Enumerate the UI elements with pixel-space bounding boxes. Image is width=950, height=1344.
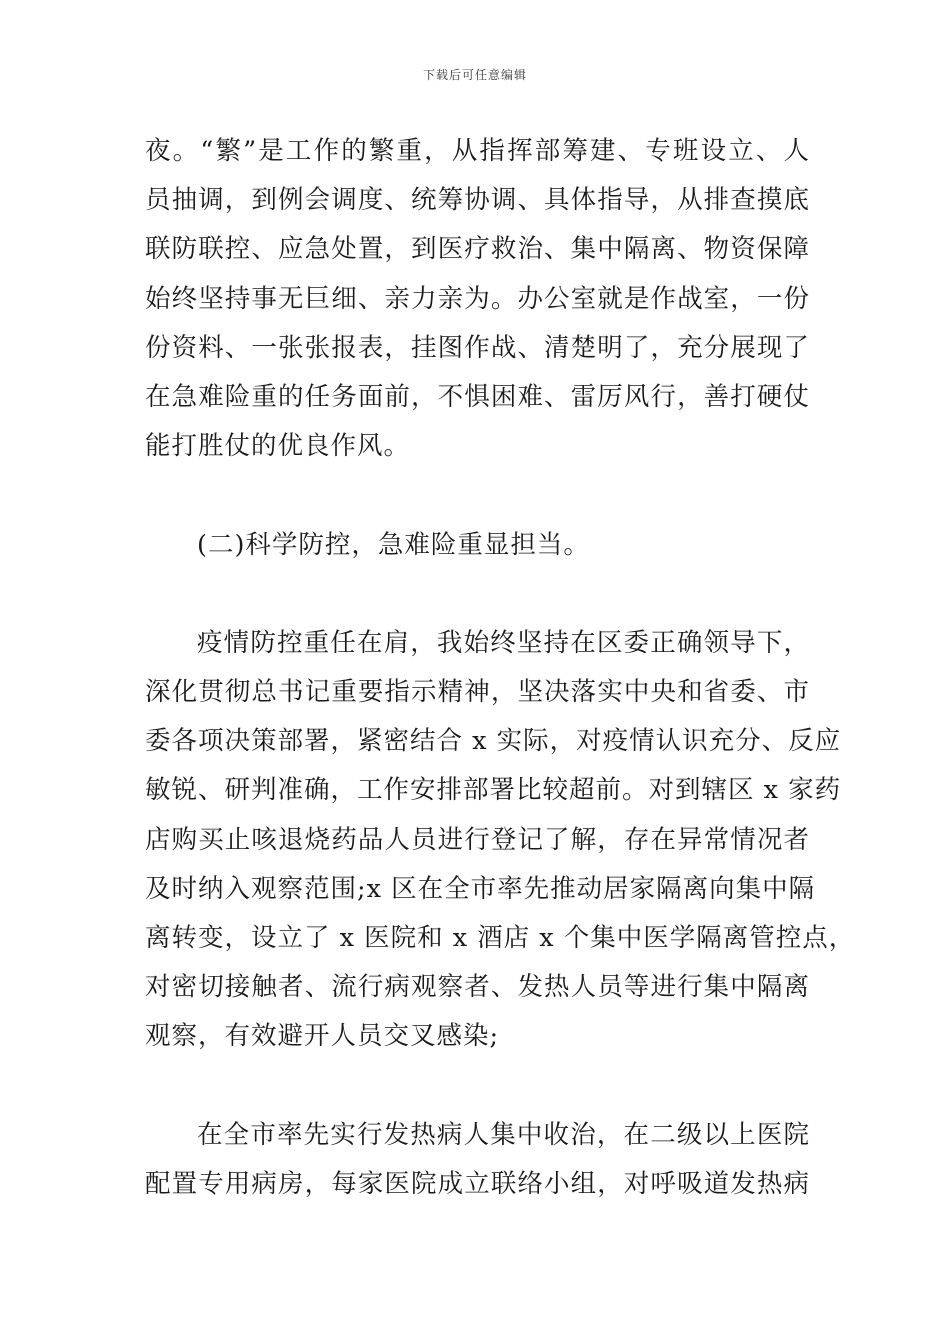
paragraph-line: 夜。“繁”是工作的繁重，从指挥部筹建、专班设立、人 <box>145 136 810 166</box>
paragraph-1 <box>145 127 810 471</box>
paragraph-line: 对密切接触者、流行病观察者、发热人员等进行集中隔离 <box>145 972 810 1003</box>
paragraph-2 <box>145 619 856 1062</box>
paragraph-line: 疫情防控重任在肩，我始终坚持在区委正确领导下， <box>197 627 810 658</box>
paragraph-line: 联防联控、应急处置，到医疗救治、集中隔离、物资保障 <box>145 234 810 265</box>
paragraph-line: 离转变，设立了 x 医院和 x 酒店 x 个集中医学隔离管控点， <box>145 923 856 953</box>
paragraph-line: 配置专用病房，每家医院成立联络小组，对呼吸道发热病 <box>145 1168 810 1199</box>
paragraph-line: 观察，有效避开人员交叉感染; <box>145 1021 500 1052</box>
paragraph-line: 员抽调，到例会调度、统筹协调、具体指导，从排查摸底 <box>145 185 810 216</box>
paragraph-line: 能打胜仗的优良作风。 <box>145 431 411 462</box>
paragraph-line: 敏锐、研判准确，工作安排部署比较超前。对到辖区 x 家药 <box>145 775 842 806</box>
paragraph-line: 始终坚持事无巨细、亲力亲为。办公室就是作战室，一份 <box>145 283 810 314</box>
page-header: 下载后可任意编辑 <box>422 68 527 82</box>
paragraph-3 <box>145 1111 810 1209</box>
section-heading: (二)科学防控，急难险重显担当。 <box>197 529 590 560</box>
document-body <box>145 127 856 1209</box>
paragraph-line: 在急难险重的任务面前，不惧困难、雷厉风行，善打硬仗 <box>145 381 810 412</box>
paragraph-line: 店购买止咳退烧药品人员进行登记了解，存在异常情况者 <box>145 824 810 855</box>
paragraph-line: 份资料、一张张报表，挂图作战、清楚明了，充分展现了 <box>145 332 810 363</box>
paragraph-line: 在全市率先实行发热病人集中收治，在二级以上医院 <box>197 1119 810 1150</box>
paragraph-line: 及时纳入观察范围;x 区在全市率先推动居家隔离向集中隔 <box>145 873 816 904</box>
paragraph-line: 深化贯彻总书记重要指示精神，坚决落实中央和省委、市 <box>145 677 810 708</box>
paragraph-line: 委各项决策部署，紧密结合 x 实际，对疫情认识充分、反应 <box>145 726 842 757</box>
